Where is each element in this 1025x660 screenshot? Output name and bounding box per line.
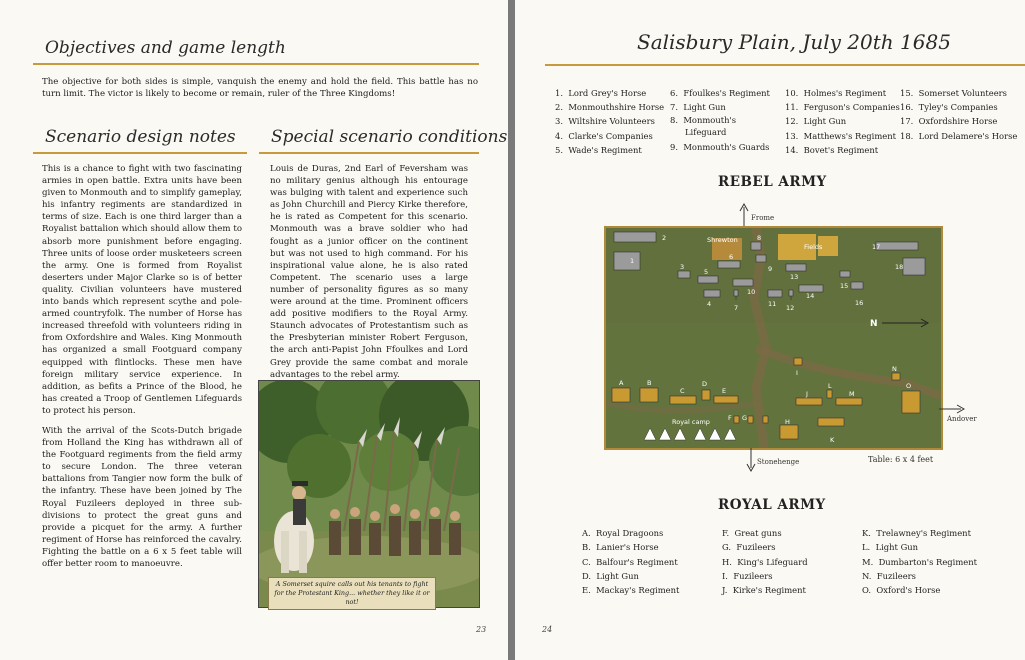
- arrow-up-icon: [737, 203, 751, 227]
- legend-item: A. Royal Dragoons: [582, 528, 664, 538]
- unit-f: F: [728, 414, 732, 422]
- legend-item: G. Fuzileers: [722, 542, 776, 553]
- legend-item: 4. Clarke's Companies: [555, 130, 653, 141]
- battlefield-map: [606, 228, 941, 448]
- arrow-down-icon: [746, 448, 756, 472]
- heading-rule: [33, 63, 479, 65]
- unit-o: O: [906, 382, 912, 390]
- royal-legend-col-3: [862, 526, 977, 597]
- book-gutter: [508, 0, 515, 660]
- royal-legend-col-1: [582, 526, 679, 597]
- miniatures-image: [259, 381, 479, 607]
- page-title: Salisbury Plain, July 20th 1685: [637, 30, 951, 54]
- stonehenge-label: Stonehenge: [757, 458, 800, 466]
- north-label: N: [870, 319, 878, 329]
- andover-label: Andover: [947, 415, 977, 423]
- unit-11: 11: [768, 300, 777, 308]
- left-page: [0, 0, 508, 660]
- unit-7: 7: [734, 304, 739, 312]
- unit-16: 16: [855, 299, 864, 307]
- unit-g: G: [742, 414, 748, 422]
- unit-4: 4: [707, 300, 712, 308]
- legend-item: 1. Lord Grey's Horse: [555, 88, 647, 98]
- legend-item: 14. Bovet's Regiment: [785, 144, 879, 155]
- unit-j: J: [806, 390, 808, 398]
- legend-item: 8. Monmouth's Lifeguard: [670, 115, 737, 138]
- special-text: Louis de Duras, 2nd Earl of Feversham was no military genius although his entourage was bulging with talent and experience such as John Churchill and Piercy Kirke therefore, he is rated as Competent for this scenario. Monmouth was a brave soldier who had fought as a junior officer on the continent but was not used to high command. For his inspirational value alone, he is also rated Competent. The scenario uses a large number of personality figures as so many were around at the time. Prominent officers add positive modifiers to the Royal Army. Staunch advocates of Protestantism such as the Presbyterian minister Robert Ferguson, the arch anti-Papist John Ffoulkes and Lord Grey provide the same combat and morale advantages to the rebel army.: [270, 164, 468, 380]
- unit-17: 17: [872, 243, 881, 251]
- unit-h: H: [785, 418, 790, 426]
- legend-item: 17. Oxfordshire Horse: [900, 116, 998, 127]
- legend-item: 15. Somerset Volunteers: [900, 88, 1007, 98]
- objectives-text: The objective for both sides is simple, vanquish the enemy and hold the field. This battle has no turn limit. The victor is likely to become or remain, ruler of the Three Kingdoms!: [42, 77, 478, 100]
- unit-9: 9: [768, 265, 773, 273]
- unit-i: I: [796, 369, 798, 377]
- unit-15: 15: [840, 282, 849, 290]
- battle-map: [604, 226, 943, 450]
- legend-item: 18. Lord Delamere's Horse: [900, 130, 1018, 141]
- table-size-label: Table: 6 x 4 feet: [868, 455, 934, 464]
- page-number: 23: [476, 625, 487, 634]
- unit-18: 18: [895, 263, 904, 271]
- legend-item: L. Light Gun: [862, 542, 919, 553]
- unit-10: 10: [747, 288, 756, 296]
- unit-n: N: [892, 365, 897, 373]
- design-paragraph-2: With the arrival of the Scots-Dutch brigade from Holland the King has withdrawn all of the Footguard regiments from the field army to secure London. The three veteran battalions from Tangier now form the bulk of the infantry. These have been joined by The Royal Fuzileers deployed in three sub-divisions to protect the great guns and provide a picquet for the army. A further regiment of Horse has reinforced the cavalry. Fighting the battle on a 6 x 5 feet table will offer better room to manoeuvre.: [42, 425, 242, 569]
- shrewton-label: Shrewton: [707, 236, 738, 244]
- legend-item: E. Mackay's Regiment: [582, 585, 680, 596]
- unit-l: L: [828, 382, 832, 390]
- royal-camp-label: Royal camp: [672, 418, 710, 426]
- heading-rule: [33, 152, 247, 154]
- legend-item: 16. Tyley's Companies: [900, 102, 998, 113]
- design-paragraph-1: This is a chance to fight with two fascinating armies in open battle. Extra units have been given to Monmouth and to simplify gameplay, his infantry regiments are standardized in terms of size. Each is one third larger than a Royalist battalion which should allow them to absorb more punishment before engaging. Three units of loose order musketeers screen the army. One is formed from Royalist deserters under Major Clarke so is of better quality. Civilian volunteers have mustered into bands which represent scythe and pole-armed countryfolk. The number of Horse has increased threefold with volunteers riding in from Oxfordshire and Wales. King Monmouth has organized a small Footguard company equipped with flintlocks. These men have foreign military service experience. In addition, as befits a Prince of the Blood, he has created a Troop of Gentlemen Lifeguards to protect his person.: [42, 164, 242, 416]
- design-heading: Scenario design notes: [45, 127, 236, 147]
- royal-army-heading: ROYAL ARMY: [718, 497, 826, 513]
- legend-item: 6. Ffoulkes's Regiment: [670, 88, 770, 98]
- legend-item: M. Dumbarton's Regiment: [862, 556, 978, 567]
- unit-k: K: [830, 436, 835, 444]
- rebel-legend-col-1: [555, 86, 664, 157]
- rebel-legend-col-2: [670, 86, 770, 155]
- unit-a: A: [619, 379, 624, 387]
- unit-5: 5: [704, 268, 709, 276]
- unit-c: C: [680, 387, 685, 395]
- royal-legend-col-2: [722, 526, 808, 597]
- legend-item: 2. Monmouthshire Horse: [555, 102, 665, 113]
- legend-item: 7. Light Gun: [670, 102, 726, 113]
- heading-rule: [259, 152, 479, 154]
- rebel-legend-col-3: [785, 86, 900, 157]
- legend-item: 9. Monmouth's Guards: [670, 142, 770, 153]
- unit-m: M: [849, 390, 855, 398]
- fields-label: Fields: [804, 243, 823, 251]
- right-page: [515, 0, 1025, 660]
- unit-1: 1: [630, 257, 635, 265]
- legend-item: N. Fuzileers: [862, 570, 916, 581]
- unit-b: B: [647, 379, 652, 387]
- legend-item: 11. Ferguson's Companies: [785, 102, 900, 113]
- legend-item: 5. Wade's Regiment: [555, 144, 642, 155]
- legend-item: K. Trelawney's Regiment: [862, 528, 971, 538]
- legend-item: 3. Wiltshire Volunteers: [555, 116, 655, 127]
- unit-2: 2: [662, 234, 667, 242]
- unit-d: D: [702, 380, 708, 388]
- unit-6: 6: [729, 253, 734, 261]
- legend-item: J. Kirke's Regiment: [722, 585, 806, 596]
- legend-item: I. Fuzileers: [722, 570, 773, 581]
- title-rule: [545, 64, 1025, 66]
- legend-item: 12. Light Gun: [785, 116, 847, 127]
- legend-item: B. Lanier's Horse: [582, 542, 659, 553]
- rebel-legend-col-4: [900, 86, 1017, 143]
- unit-e: E: [722, 387, 727, 395]
- unit-14: 14: [806, 292, 815, 300]
- rebel-army-heading: REBEL ARMY: [718, 174, 827, 190]
- arrow-right-icon: [939, 404, 965, 414]
- unit-8: 8: [757, 234, 762, 242]
- unit-12: 12: [786, 304, 795, 312]
- page-number: 24: [542, 625, 553, 634]
- legend-item: 13. Matthews's Regiment: [785, 130, 896, 141]
- unit-13: 13: [790, 273, 799, 281]
- design-text: [42, 163, 242, 578]
- legend-item: F. Great guns: [722, 528, 782, 538]
- miniatures-photo: [258, 380, 480, 608]
- frome-label: Frome: [751, 214, 775, 222]
- special-heading: Special scenario conditions: [271, 127, 508, 147]
- objectives-heading: Objectives and game length: [45, 38, 286, 58]
- legend-item: O. Oxford's Horse: [862, 585, 941, 596]
- legend-item: H. King's Lifeguard: [722, 556, 808, 567]
- legend-item: D. Light Gun: [582, 570, 639, 581]
- photo-caption: A Somerset squire calls out his tenants to fight for the Protestant King... whether they like it or not!: [268, 577, 436, 610]
- legend-item: 10. Holmes's Regiment: [785, 88, 887, 98]
- legend-item: C. Balfour's Regiment: [582, 556, 678, 567]
- unit-3: 3: [680, 263, 685, 271]
